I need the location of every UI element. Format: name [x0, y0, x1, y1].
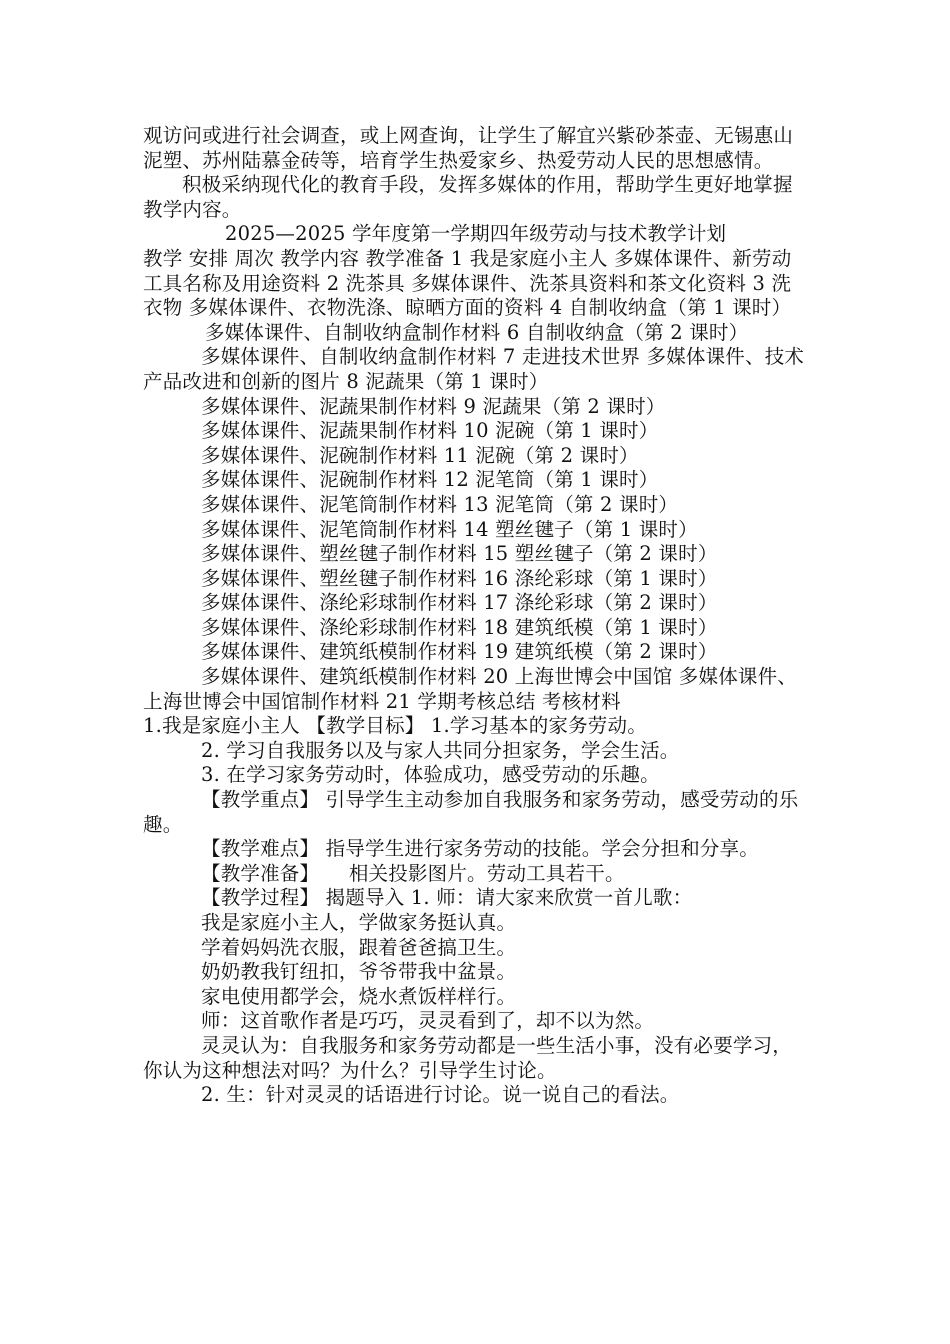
paragraph: 教学 安排 周次 教学内容 教学准备 1 我是家庭小主人 多媒体课件、新劳动工具名称及用途资料 2 洗茶具 多媒体课件、洗茶具资料和茶文化资料 3 洗衣物 多媒体课件、衣物洗涤、晾晒方面的资料 4 自制收纳盒（第 1 课时） — [143, 246, 792, 320]
lesson-heading: 1.我是家庭小主人 【教学目标】 1.学习基本的家务劳动。 — [143, 714, 647, 738]
paragraph: 灵灵认为：自我服务和家务劳动都是一些生活小事，没有必要学习，你认为这种想法对吗？为什么？引导学生讨论。 — [143, 1033, 793, 1082]
paragraph: 多媒体课件、塑丝毽子制作材料 15 塑丝毽子（第 2 课时） — [201, 542, 718, 566]
paragraph: 【教学过程】 揭题导入 1. 师：请大家来欣赏一首儿歌： — [201, 886, 693, 910]
paragraph: 多媒体课件、自制收纳盒制作材料 6 自制收纳盒（第 2 课时） — [205, 320, 749, 344]
paragraph: 多媒体课件、建筑纸模制作材料 19 建筑纸模（第 2 课时） — [201, 640, 718, 664]
paragraph: 3. 在学习家务劳动时，体验成功，感受劳动的乐趣。 — [201, 763, 660, 787]
paragraph: 【教学准备】 相关投影图片。劳动工具若干。 — [201, 861, 625, 885]
paragraph: 多媒体课件、塑丝毽子制作材料 16 涤纶彩球（第 1 课时） — [201, 566, 718, 590]
document-body — [143, 124, 807, 1108]
paragraph: 观访问或进行社会调查，或上网查询，让学生了解宜兴紫砂茶壶、无锡惠山泥塑、苏州陆慕金砖等，培育学生热爱家乡、热爱劳动人民的思想感情。 — [143, 124, 794, 172]
paragraph: 多媒体课件、建筑纸模制作材料 20 上海世博会中国馆 多媒体课件、上海世博会中国馆制作材料 21 学期考核总结 考核材料 — [143, 665, 798, 713]
paragraph: 多媒体课件、泥蔬果制作材料 10 泥碗（第 1 课时） — [201, 419, 659, 443]
paragraph: 多媒体课件、自制收纳盒制作材料 7 走进技术世界 多媒体课件、技术产品改进和创新的图片 8 泥蔬果（第 1 课时） — [143, 345, 805, 393]
paragraph: 多媒体课件、泥笔筒制作材料 13 泥笔筒（第 2 课时） — [201, 492, 679, 516]
paragraph: 师：这首歌作者是巧巧，灵灵看到了，却不以为然。 — [201, 1009, 655, 1033]
poem-line: 家电使用都学会，烧水煮饭样样行。 — [201, 984, 517, 1008]
paragraph: 2. 生：针对灵灵的话语进行讨论。说一说自己的看法。 — [201, 1083, 680, 1107]
paragraph: 多媒体课件、涤纶彩球制作材料 18 建筑纸模（第 1 课时） — [201, 615, 718, 639]
paragraph: 多媒体课件、涤纶彩球制作材料 17 涤纶彩球（第 2 课时） — [201, 591, 718, 615]
paragraph: 【教学重点】 引导学生主动参加自我服务和家务劳动，感受劳动的乐趣。 — [143, 788, 799, 836]
paragraph: 多媒体课件、泥碗制作材料 11 泥碗（第 2 课时） — [201, 443, 639, 467]
paragraph: 2. 学习自我服务以及与家人共同分担家务，学会生活。 — [201, 738, 680, 762]
paragraph: 多媒体课件、泥碗制作材料 12 泥笔筒（第 1 课时） — [201, 468, 659, 492]
paragraph: 多媒体课件、泥笔筒制作材料 14 塑丝毽子（第 1 课时） — [201, 517, 698, 541]
paragraph: 多媒体课件、泥蔬果制作材料 9 泥蔬果（第 2 课时） — [201, 394, 666, 418]
paragraph: 【教学难点】 指导学生进行家务劳动的技能。学会分担和分享。 — [201, 837, 759, 861]
poem-line: 奶奶教我钉纽扣，爷爷带我中盆景。 — [201, 960, 517, 984]
poem-line: 我是家庭小主人，学做家务挺认真。 — [201, 911, 517, 934]
poem-line: 学着妈妈洗衣服，跟着爸爸搞卫生。 — [201, 935, 517, 959]
paragraph: 积极采纳现代化的教育手段，发挥多媒体的作用，帮助学生更好地掌握教学内容。 — [143, 173, 793, 221]
plan-title: 2025—2025 学年度第一学期四年级劳动与技术教学计划 — [225, 222, 727, 246]
